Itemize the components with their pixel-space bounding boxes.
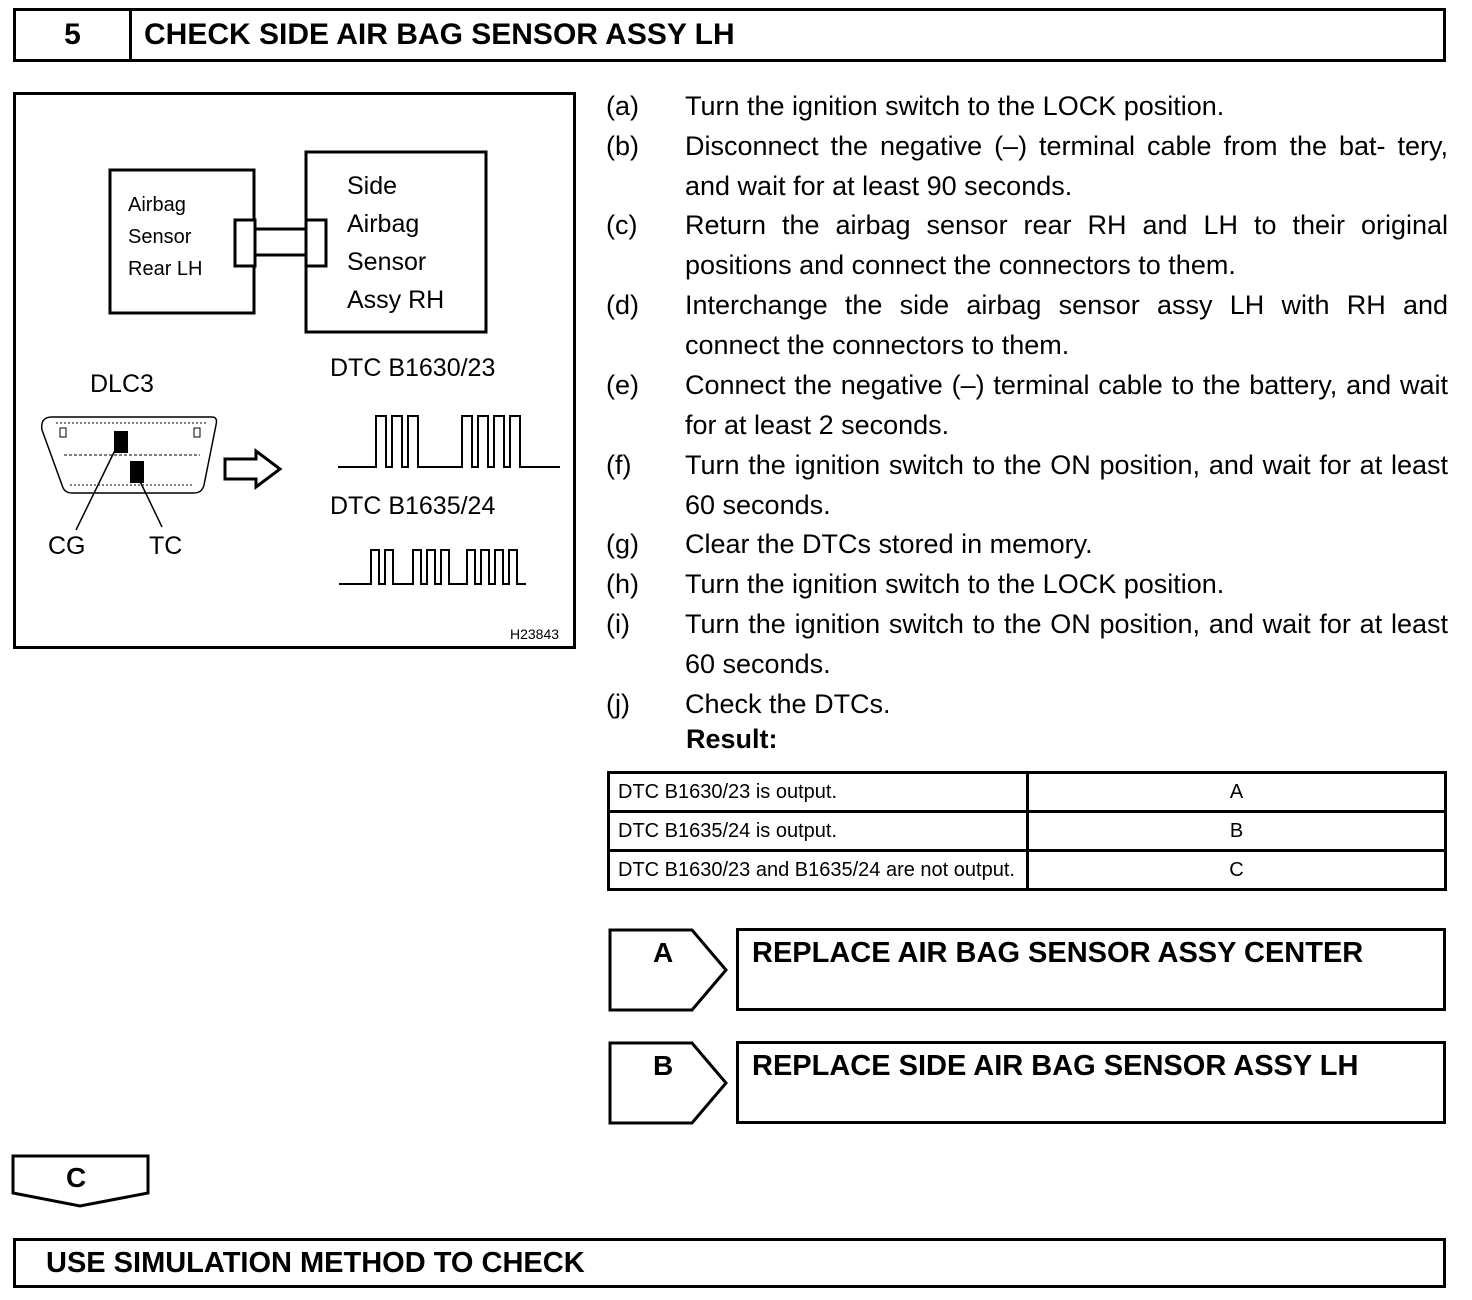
step-letter: (g) [606,529,639,559]
table-cell-condition: DTC B1635/24 is output. [609,812,1028,851]
dlc3-label: DLC3 [90,370,154,398]
step-text: Turn the ignition switch to the ON position, and wait for at least 60 seconds. [685,609,1448,679]
step-text: Interchange the side airbag sensor assy LH with RH and connect the connectors to them. [685,290,1448,360]
table-cell-condition: DTC B1630/23 is output. [609,773,1028,812]
step-letter: (a) [606,91,639,121]
table-cell-result: B [1028,812,1446,851]
step-text: Clear the DTCs stored in memory. [685,529,1093,559]
step-text: Connect the negative (–) terminal cable to the battery, and wait for at least 2 seconds. [685,370,1448,440]
tc-label: TC [149,532,183,560]
dtc-1635-waveform [339,550,526,584]
table-row [609,851,1446,890]
step-letter: (e) [606,370,639,400]
step-text: Check the DTCs. [685,689,891,719]
step-text: Turn the ignition switch to the LOCK position. [685,91,1225,121]
outcome-b-action: REPLACE SIDE AIR BAG SENSOR ASSY LH [736,1041,1446,1124]
step-letter: (c) [606,210,638,240]
next-step-box [13,1238,1446,1288]
step-letter: (h) [606,569,639,599]
figure-code: H23843 [510,626,560,642]
result-c-code: C [66,1162,87,1193]
step-number: 5 [16,11,132,59]
step-text: Turn the ignition switch to the LOCK position. [685,569,1225,599]
step-title: CHECK SIDE AIR BAG SENSOR ASSY LH [144,18,735,51]
step-text: Turn the ignition switch to the ON position, and wait for at least 60 seconds. [685,450,1448,520]
step-letter: (j) [606,689,630,719]
side-sensor-rh-label: Side Airbag Sensor Assy RH [347,172,445,314]
step-letter: (d) [606,290,639,320]
connector-right [306,220,326,266]
dtc-1630-waveform [338,416,560,467]
result-b-code: B [653,1050,674,1081]
table-cell-result: A [1028,773,1446,812]
result-label: Result: [686,724,778,754]
step-text: Return the airbag sensor rear RH and LH to their original positions and connect the connectors to them. [685,210,1448,280]
step-letter: (i) [606,609,630,639]
cg-label: CG [48,532,86,560]
table-row [609,773,1446,812]
connector-left [235,220,255,266]
table-row [609,812,1446,851]
sensor-rear-lh-label: Airbag Sensor Rear LH [128,194,203,280]
table-cell-result: C [1028,851,1446,890]
arrow-icon [225,451,280,487]
step-header [13,8,1446,62]
step-letter: (f) [606,450,632,480]
table-cell-condition: DTC B1630/23 and B1635/24 are not output. [609,851,1028,890]
dtc-1635-label: DTC B1635/24 [330,492,496,520]
next-step-title: USE SIMULATION METHOD TO CHECK [46,1246,585,1279]
step-text: Disconnect the negative (–) terminal cable from the bat- tery, and wait for at least 90 seconds. [685,131,1448,201]
result-table [607,771,1447,891]
dtc-1630-label: DTC B1630/23 [330,354,496,382]
diagnostic-figure [13,92,576,649]
step-letter: (b) [606,131,639,161]
outcome-a-action: REPLACE AIR BAG SENSOR ASSY CENTER [736,928,1446,1011]
tc-terminal [130,461,144,483]
cg-terminal [114,431,128,453]
result-a-code: A [653,937,674,968]
